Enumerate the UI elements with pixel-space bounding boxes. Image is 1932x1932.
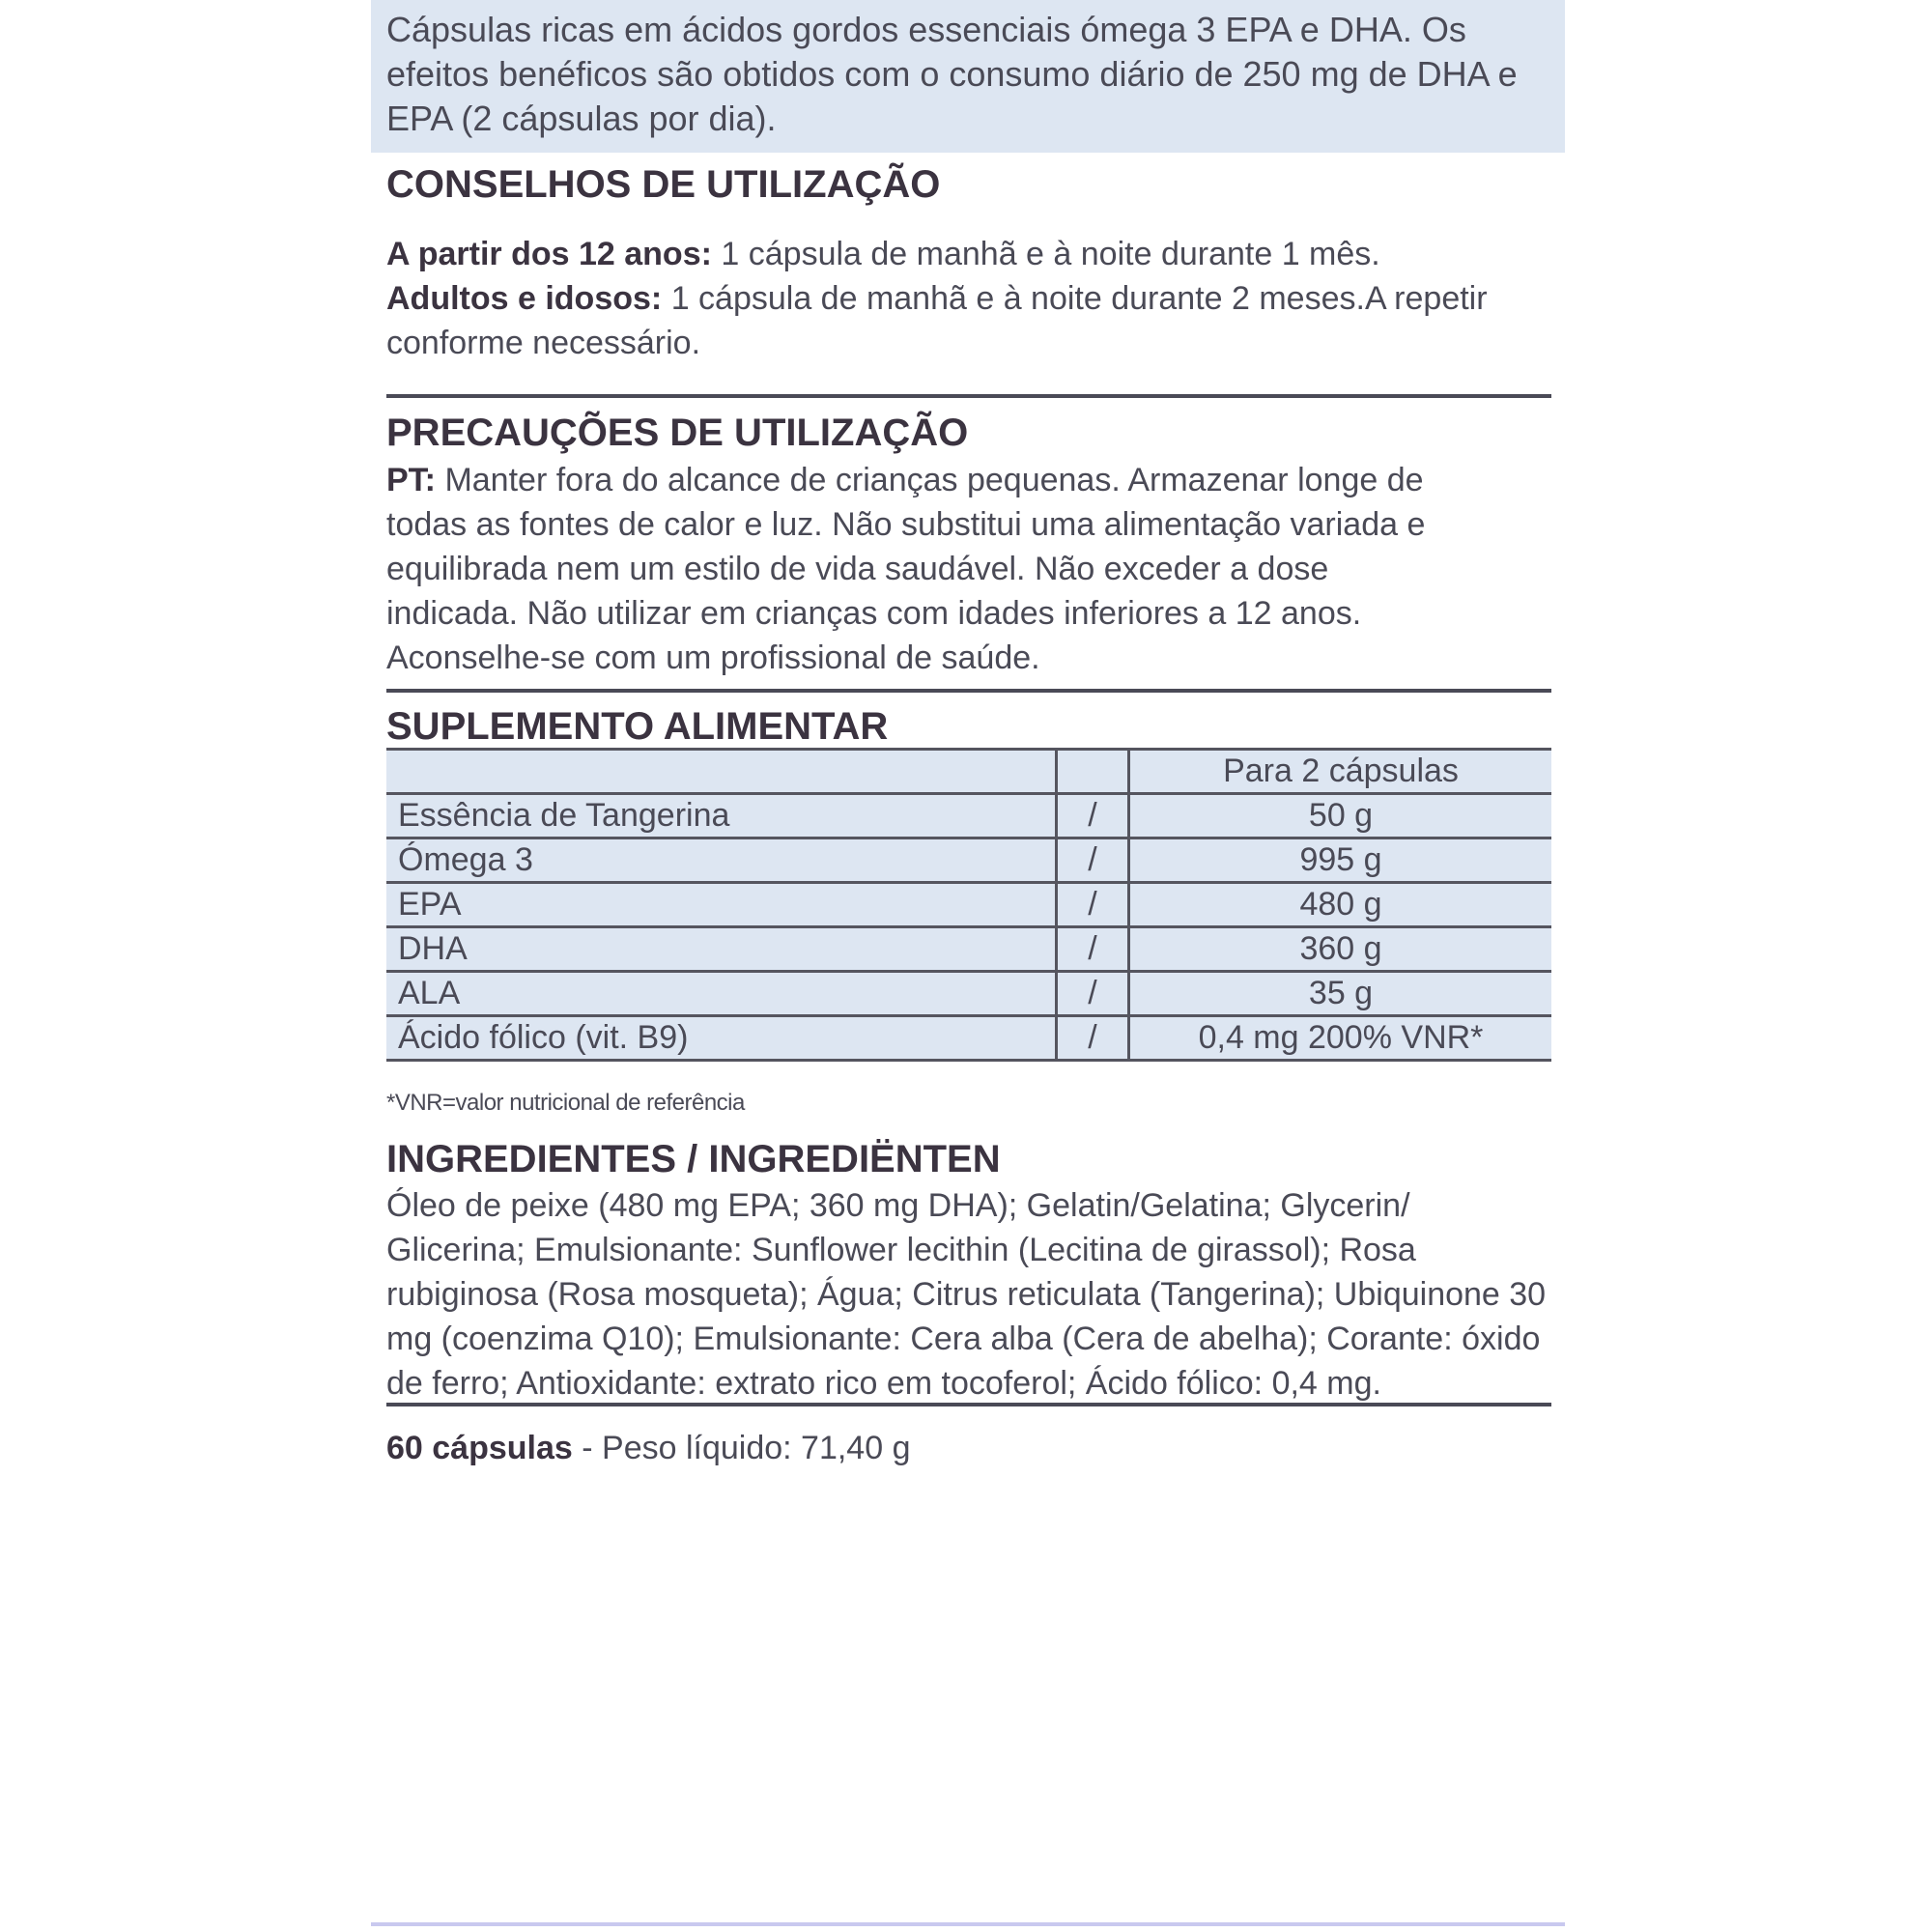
nutrient-name: Ácido fólico (vit. B9) <box>386 1016 1057 1061</box>
table-header-row <box>386 750 1551 794</box>
ingredients-text: Óleo de peixe (480 mg EPA; 360 mg DHA); Gelatin/Gelatina; Glycerin/ Glicerina; Emulsionante: Sunflower lecithin (Lecitina de girassol); Rosa rubiginosa (Rosa mosqueta); Água; Citrus reticulata (Tangerina); Ubiquinone 30 mg (coenzima Q10); Emulsionante: Cera alba (Cera de abelha); Corante: óxido de ferro; Antioxidante: extrato rico em tocoferol; Ácido fólico: 0,4 mg. <box>386 1187 1547 1402</box>
section-divider <box>386 1403 1551 1406</box>
nutrient-name: EPA <box>386 883 1057 927</box>
usage-line1-label: A partir dos 12 anos: <box>386 236 712 272</box>
bottom-border <box>371 1922 1565 1926</box>
nutrient-separator: / <box>1057 1016 1129 1061</box>
nutrient-name: DHA <box>386 927 1057 972</box>
nutrient-separator: / <box>1057 927 1129 972</box>
nutrient-amount: 35 g <box>1129 972 1552 1016</box>
table-header-cell <box>1057 750 1129 794</box>
nutrient-name: ALA <box>386 972 1057 1016</box>
intro-box <box>371 0 1565 153</box>
section-divider <box>386 689 1551 693</box>
usage-line2-text: 1 cápsula de manhã e à noite durante 2 meses.A repetir conforme necessário. <box>386 280 1488 361</box>
intro-text: Cápsulas ricas em ácidos gordos essenciais ómega 3 EPA e DHA. Os efeitos benéficos são obtidos com o consumo diário de 250 mg de DHA e EPA (2 cápsulas por dia). <box>386 10 1518 138</box>
precautions-body: Manter fora do alcance de crianças pequenas. Armazenar longe de todas as fontes de calor e luz. Não substitui uma alimentação variada e equilibrada nem um estilo de vida saudável. Não exceder a dose indicada. Não utilizar em crianças com idades inferiores a 12 anos. Aconselhe-se com um profissional de saúde. <box>386 462 1426 676</box>
vnr-footnote: *VNR=valor nutricional de referência <box>386 1090 745 1116</box>
nutrient-amount: 360 g <box>1129 927 1552 972</box>
nutrient-separator: / <box>1057 794 1129 838</box>
precautions-heading: PRECAUÇÕES DE UTILIZAÇÃO <box>386 412 969 454</box>
table-row <box>386 838 1551 883</box>
nutrient-name: Essência de Tangerina <box>386 794 1057 838</box>
table-row <box>386 927 1551 972</box>
table-header-cell: Para 2 cápsulas <box>1129 750 1552 794</box>
table-row <box>386 972 1551 1016</box>
nutrient-amount: 0,4 mg 200% VNR* <box>1129 1016 1552 1061</box>
table-row <box>386 1016 1551 1061</box>
precautions-text <box>386 458 1449 680</box>
usage-heading: CONSELHOS DE UTILIZAÇÃO <box>386 163 941 206</box>
nutrition-table <box>386 748 1551 1062</box>
supplement-heading: SUPLEMENTO ALIMENTAR <box>386 705 889 748</box>
table-header-cell <box>386 750 1057 794</box>
nutrient-separator: / <box>1057 838 1129 883</box>
table-row <box>386 883 1551 927</box>
usage-line2-label: Adultos e idosos: <box>386 280 663 317</box>
capsule-count: 60 cápsulas <box>386 1430 573 1466</box>
nutrient-separator: / <box>1057 972 1129 1016</box>
net-content <box>386 1426 1551 1470</box>
precautions-label: PT: <box>386 462 436 498</box>
usage-line1-text: 1 cápsula de manhã e à noite durante 1 mês. <box>721 236 1380 272</box>
product-label <box>371 0 1565 1922</box>
nutrient-separator: / <box>1057 883 1129 927</box>
nutrient-amount: 480 g <box>1129 883 1552 927</box>
nutrient-amount: 995 g <box>1129 838 1552 883</box>
section-divider <box>386 394 1551 398</box>
nutrient-name: Ómega 3 <box>386 838 1057 883</box>
nutrient-amount: 50 g <box>1129 794 1552 838</box>
ingredients-heading: INGREDIENTES / INGREDIËNTEN <box>386 1138 1001 1180</box>
usage-text <box>386 232 1551 365</box>
net-weight: - Peso líquido: 71,40 g <box>582 1430 911 1466</box>
table-row <box>386 794 1551 838</box>
